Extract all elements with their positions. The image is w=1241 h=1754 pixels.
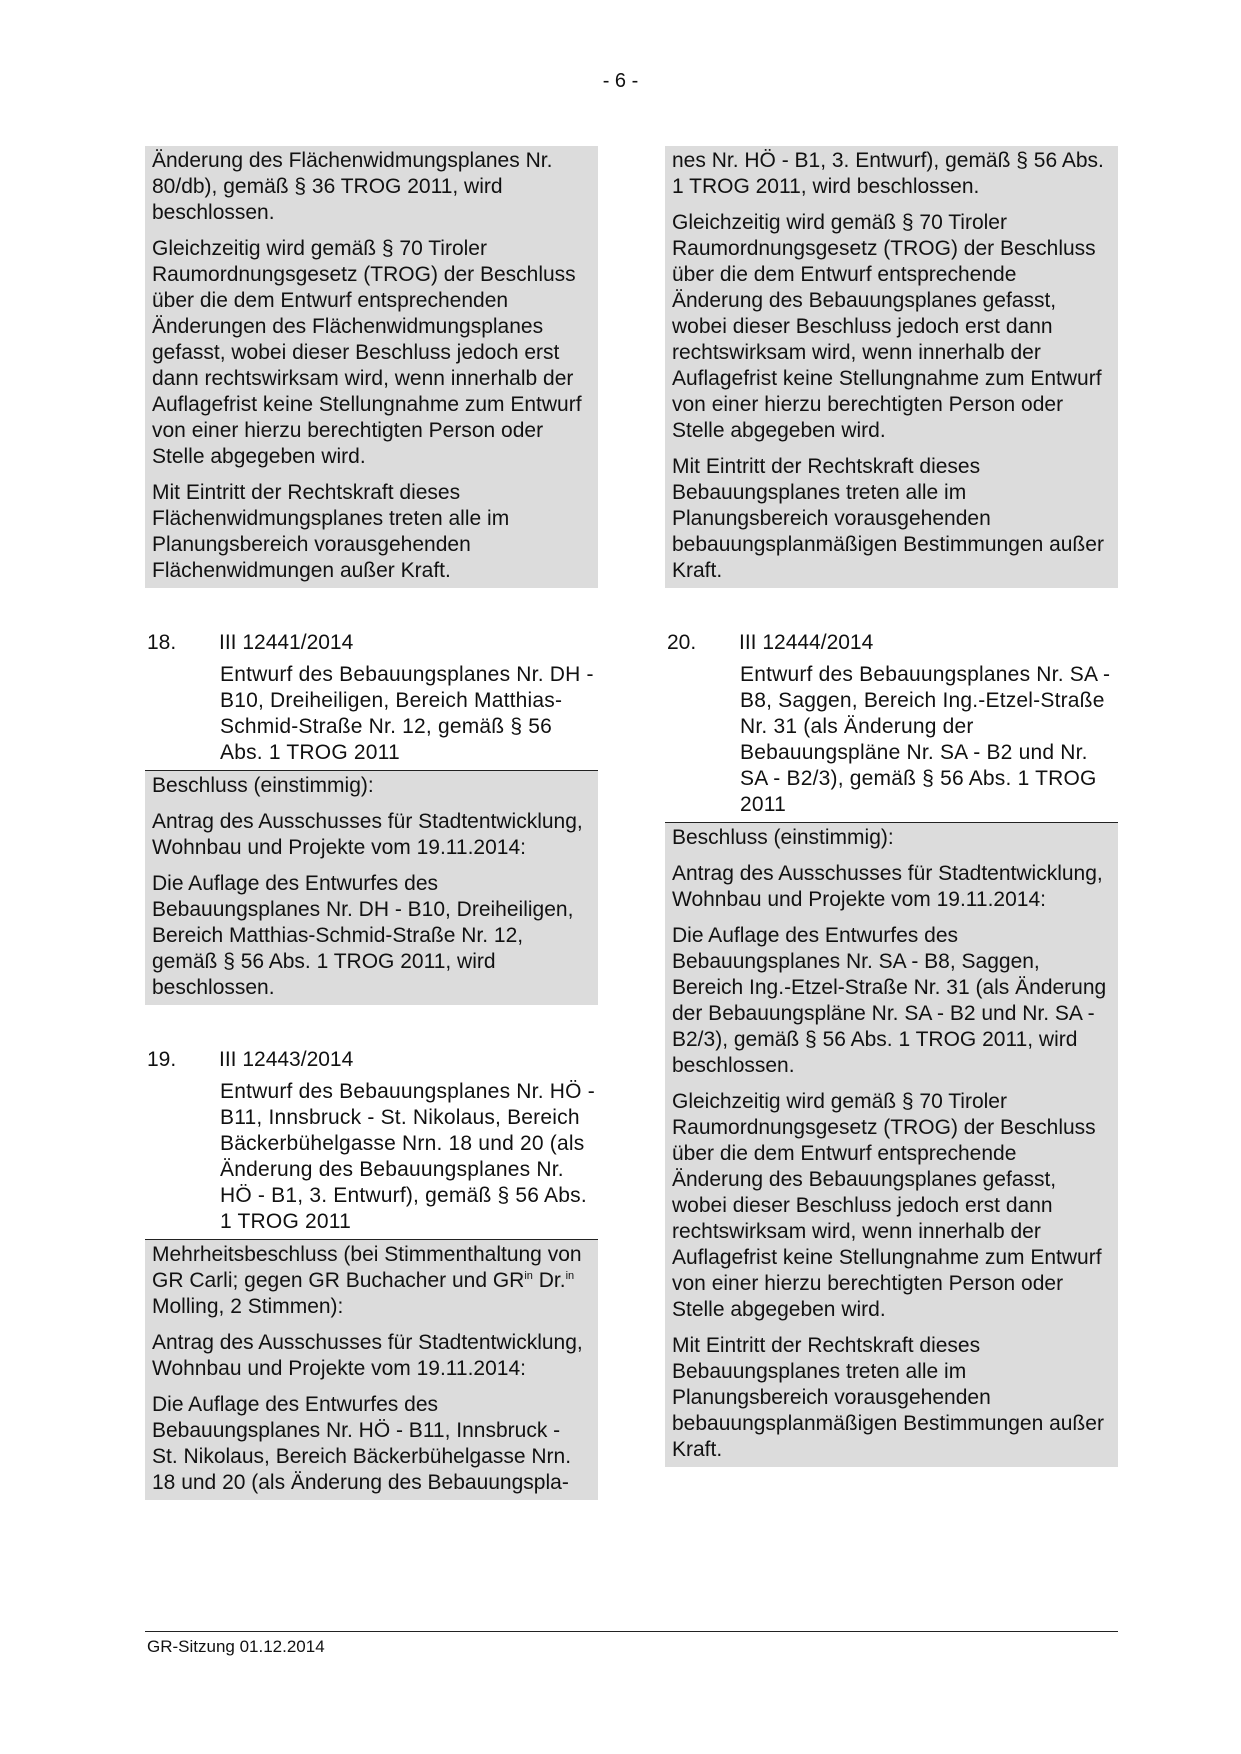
- decision-text: Die Auflage des Entwurfes des Bebauungsplanes Nr. HÖ - B11, Innsbruck - St. Nikolaus, Bereich Bäckerbühelgasse Nrn. 18 und 20 (als Änderung des Bebauungspla-: [152, 1393, 572, 1494]
- decision-block: [145, 1240, 598, 1500]
- paragraph: Änderung des Flächenwidmungsplanes Nr. 80/db), gemäß § 36 TROG 2011, wird beschlossen.: [152, 149, 553, 224]
- decision-text: Die Auflage des Entwurfes des Bebauungsplanes Nr. SA - B8, Saggen, Bereich Ing.-Etzel-Straße Nr. 31 (als Änderung der Bebauungspläne Nr. SA - B2 und Nr. SA - B2/3), gemäß § 56 Abs. 1 TROG 2011, wird beschlossen.: [672, 924, 1107, 1077]
- item-title: Entwurf des Bebauungsplanes Nr. DH - B10, Dreiheiligen, Bereich Matthias-Schmid-Straße Nr. 12, gemäß § 56 Abs. 1 TROG 2011: [220, 663, 594, 764]
- item-title: Entwurf des Bebauungsplanes Nr. HÖ - B11, Innsbruck - St. Nikolaus, Bereich Bäckerbühelgasse Nrn. 18 und 20 (als Änderung des Bebauungsplanes Nr. HÖ - B1, 3. Entwurf), gemäß § 56 Abs. 1 TROG 2011: [220, 1080, 595, 1233]
- item-reference: III 12441/2014: [219, 631, 354, 654]
- decision-line: Beschluss (einstimmig):: [672, 826, 894, 849]
- motion-line: Antrag des Ausschusses für Stadtentwicklung, Wohnbau und Projekte vom 19.11.2014:: [152, 1331, 583, 1380]
- agenda-item-20: [665, 630, 1118, 1467]
- decision-line: Mehrheitsbeschluss (bei Stimmenthaltung von GR Carli; gegen GR Buchacher und $GR^{in}$ Dr.$^{in}$ Molling, 2 Stimmen):: [152, 1243, 582, 1318]
- right-top-block: [665, 146, 1118, 588]
- effect-text: Mit Eintritt der Rechtskraft dieses Bebauungsplanes treten alle im Planungsbereich vorausgehenden bebauungsplanmäßigen Bestimmungen außer Kraft.: [672, 1334, 1104, 1461]
- decision-block: [145, 771, 598, 1005]
- paragraph: Gleichzeitig wird gemäß § 70 Tiroler Raumordnungsgesetz (TROG) der Beschluss über die dem Entwurf entsprechende Änderung des Bebauungsplanes gefasst, wobei dieser Beschluss jedoch erst dann rechtswirksam wird, wenn innerhalb der Auflagefrist keine Stellungnahme zum Entwurf von einer hierzu berechtigten Person oder Stelle abgegeben wird.: [672, 211, 1102, 442]
- item-heading: [145, 630, 598, 656]
- paragraph: nes Nr. HÖ - B1, 3. Entwurf), gemäß § 56 Abs. 1 TROG 2011, wird beschlossen.: [672, 149, 1104, 198]
- simultaneous-text: Gleichzeitig wird gemäß § 70 Tiroler Raumordnungsgesetz (TROG) der Beschluss über die dem Entwurf entsprechende Änderung des Bebauungsplanes gefasst, wobei dieser Beschluss jedoch erst dann rechtswirksam wird, wenn innerhalb der Auflagefrist keine Stellungnahme zum Entwurf von einer hierzu berechtigten Person oder Stelle abgegeben wird.: [672, 1090, 1102, 1321]
- decision-text: Die Auflage des Entwurfes des Bebauungsplanes Nr. DH - B10, Dreiheiligen, Bereich Matthias-Schmid-Straße Nr. 12, gemäß § 56 Abs. 1 TROG 2011, wird beschlossen.: [152, 872, 574, 999]
- item-number: 19.: [147, 1048, 177, 1071]
- paragraph: Gleichzeitig wird gemäß § 70 Tiroler Raumordnungsgesetz (TROG) der Beschluss über die dem Entwurf entsprechenden Änderungen des Flächenwidmungsplanes gefasst, wobei dieser Beschluss jedoch erst dann rechtswirksam wird, wenn innerhalb der Auflagefrist keine Stellungnahme zum Entwurf von einer hierzu berechtigten Person oder Stelle abgegeben wird.: [152, 237, 582, 468]
- right-column: [665, 146, 1118, 1467]
- item-heading: [145, 1047, 598, 1073]
- item-number: 20.: [667, 631, 697, 654]
- footer: GR-Sitzung 01.12.2014: [147, 1637, 325, 1656]
- item-number: 18.: [147, 631, 177, 654]
- item-title: Entwurf des Bebauungsplanes Nr. SA - B8, Saggen, Bereich Ing.-Etzel-Straße Nr. 31 (als Änderung der Bebauungspläne Nr. SA - B2 und Nr. SA - B2/3), gemäß § 56 Abs. 1 TROG 2011: [740, 663, 1111, 816]
- footer-divider: [145, 1631, 1118, 1632]
- page-number: - 6 -: [602, 70, 639, 92]
- item-reference: III 12443/2014: [219, 1048, 354, 1071]
- decision-line: Beschluss (einstimmig):: [152, 774, 374, 797]
- item-heading: [665, 630, 1118, 656]
- motion-line: Antrag des Ausschusses für Stadtentwicklung, Wohnbau und Projekte vom 19.11.2014:: [672, 862, 1103, 911]
- motion-line: Antrag des Ausschusses für Stadtentwicklung, Wohnbau und Projekte vom 19.11.2014:: [152, 810, 583, 859]
- item-reference: III 12444/2014: [739, 631, 874, 654]
- agenda-item-18: [145, 630, 598, 1005]
- agenda-item-19: [145, 1047, 598, 1500]
- decision-block: [665, 823, 1118, 1467]
- paragraph: Mit Eintritt der Rechtskraft dieses Bebauungsplanes treten alle im Planungsbereich vorausgehenden bebauungsplanmäßigen Bestimmungen außer Kraft.: [672, 455, 1104, 582]
- paragraph: Mit Eintritt der Rechtskraft dieses Flächenwidmungsplanes treten alle im Planungsbereich vorausgehenden Flächenwidmungen außer Kraft.: [152, 481, 510, 582]
- left-column: [145, 146, 598, 1500]
- left-top-block: [145, 146, 598, 588]
